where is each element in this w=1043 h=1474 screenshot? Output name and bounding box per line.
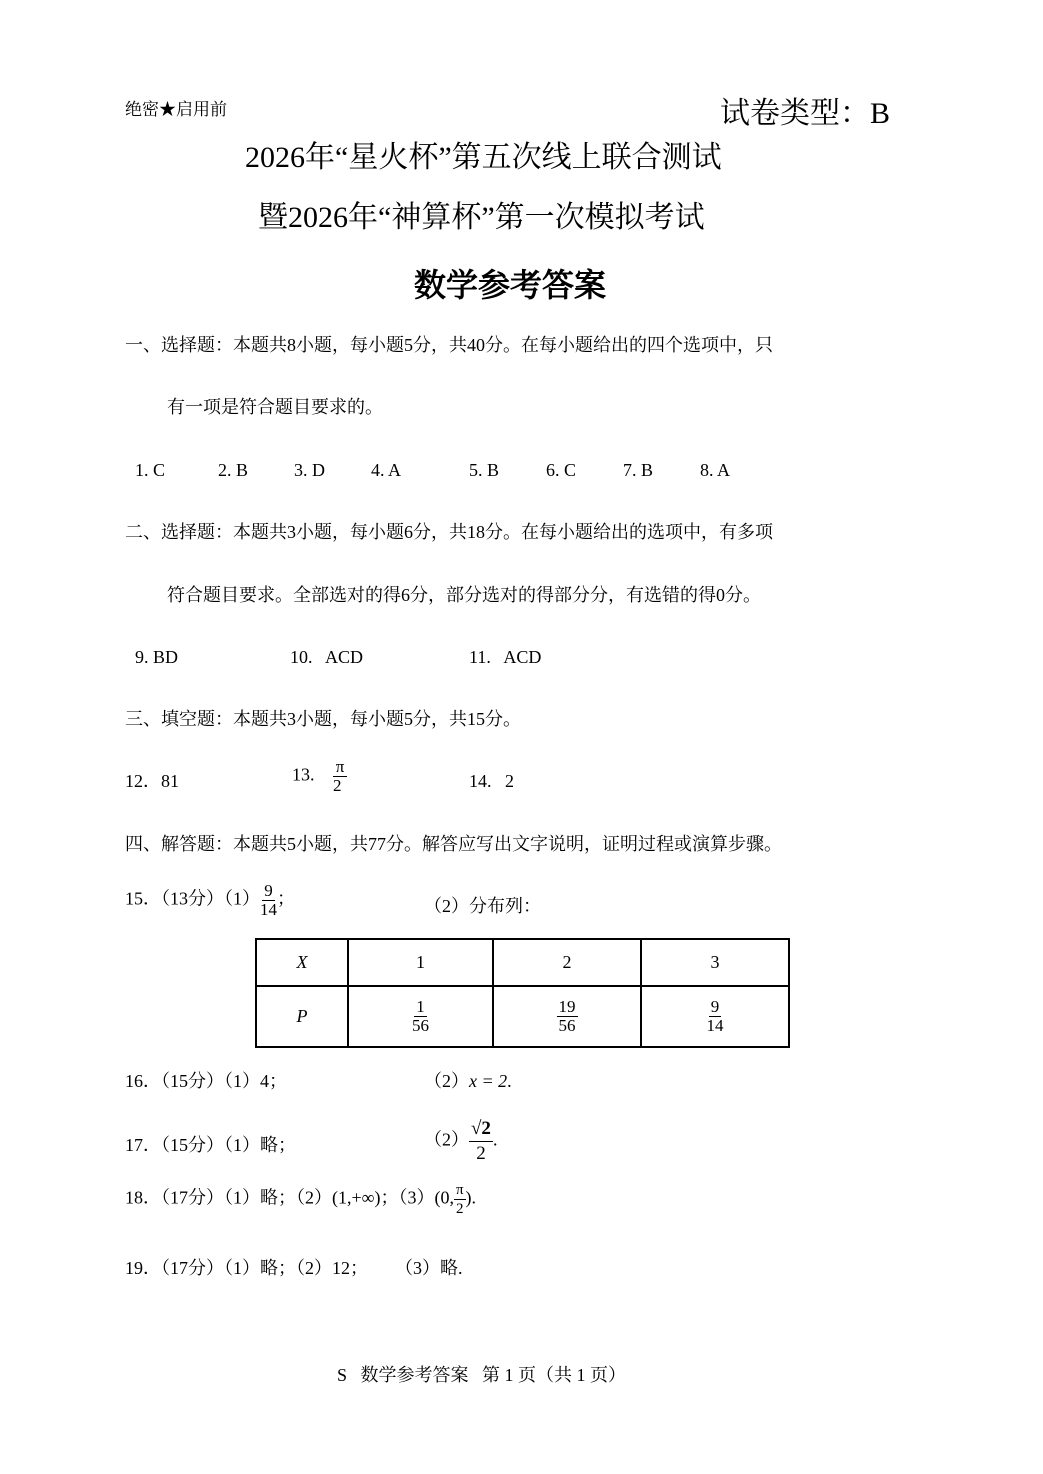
answer: 10. ACD — [290, 647, 364, 667]
answer-17-part2 — [424, 1117, 497, 1166]
label: （2） — [424, 1071, 469, 1091]
answer: 2. B — [218, 460, 249, 480]
section1-heading: 一、选择题：本题共8小题，每小题5分，共40分。在每小题给出的四个选项中，只 — [125, 335, 773, 355]
label: 18．（17分）（1）略；（2）(1,+∞)；（3）(0, — [125, 1187, 454, 1208]
answer-16-part2 — [424, 1069, 512, 1093]
title-line1: 2026年“星火杯”第五次线上联合测试 — [245, 141, 722, 174]
answer: 11. ACD — [469, 647, 542, 667]
numerator: π — [455, 1182, 464, 1198]
numerator: 9 — [710, 997, 720, 1016]
table-row — [256, 939, 789, 986]
answer: 5. B — [469, 460, 500, 480]
label: 15．（13分）（1） — [125, 888, 260, 909]
answer-13 — [292, 758, 347, 795]
answer-12: 12．81 — [125, 771, 179, 791]
denominator: 56 — [412, 1016, 429, 1035]
denominator: 56 — [558, 1016, 576, 1035]
answer: 6. C — [546, 460, 577, 480]
numerator: √2 — [469, 1117, 493, 1142]
section2-heading-cont: 符合题目要求。全部选对的得6分，部分选对的得部分分，有选错的得0分。 — [167, 585, 761, 605]
section4-heading: 四、解答题：本题共5小题，共77分。解答应写出文字说明，证明过程或演算步骤。 — [125, 834, 782, 854]
cell: 2 — [493, 939, 641, 986]
section2-heading: 二、选择题：本题共3小题，每小题6分，共18分。在每小题给出的选项中，有多项 — [125, 522, 773, 542]
paper-type: 试卷类型：B — [720, 97, 891, 130]
cell: 1 — [348, 939, 493, 986]
cell: 3 — [641, 939, 789, 986]
label: . — [507, 1071, 512, 1091]
answer-19: 19．（17分）（1）略；（2）12； （3）略. — [125, 1258, 463, 1278]
expression: x = 2 — [469, 1071, 508, 1091]
answer-17: 17．（15分）（1）略； — [125, 1135, 296, 1155]
numerator: 9 — [264, 881, 273, 900]
answer: 4. A — [371, 460, 402, 480]
cell — [348, 986, 493, 1047]
label: （2） — [424, 1129, 469, 1150]
label: ). — [465, 1187, 477, 1208]
answer-15-part2: （2）分布列： — [424, 896, 541, 916]
title-line2: 暨2026年“神算杯”第一次模拟考试 — [258, 201, 705, 234]
answer-14: 14. 2 — [469, 771, 514, 791]
question-number: 13. — [292, 764, 315, 785]
answer: 1. C — [135, 460, 166, 480]
answer: 9. BD — [135, 647, 179, 667]
cell — [493, 986, 641, 1047]
denominator: 2 — [476, 1143, 486, 1164]
cell: P — [296, 1006, 308, 1026]
page-footer: S 数学参考答案 第 1 页（共 1 页） — [337, 1365, 627, 1385]
cell — [641, 986, 789, 1047]
numerator: π — [335, 757, 345, 776]
denominator: 14 — [260, 900, 277, 919]
cell: X — [296, 952, 308, 972]
denominator: 14 — [706, 1016, 724, 1035]
section3-heading: 三、填空题：本题共3小题，每小题5分，共15分。 — [125, 709, 521, 729]
label: . — [492, 1129, 498, 1150]
numerator: 19 — [558, 997, 576, 1016]
denominator: 2 — [456, 1201, 464, 1217]
label: ； — [277, 888, 295, 909]
numerator: 1 — [416, 997, 425, 1016]
denominator: 2 — [333, 776, 347, 795]
answer-16: 16．（15分）（1）4； — [125, 1071, 287, 1091]
answer: 8. A — [700, 460, 731, 480]
answer-18 — [125, 1181, 476, 1218]
answer: 3. D — [294, 460, 325, 480]
section1-heading-cont: 有一项是符合题目要求的。 — [167, 397, 383, 417]
table-row — [256, 986, 789, 1047]
distribution-table — [255, 938, 790, 1048]
page-title: 数学参考答案 — [414, 267, 607, 303]
answer: 7. B — [623, 460, 654, 480]
answer-15 — [125, 882, 295, 919]
confidential-label: 绝密★启用前 — [125, 100, 227, 119]
